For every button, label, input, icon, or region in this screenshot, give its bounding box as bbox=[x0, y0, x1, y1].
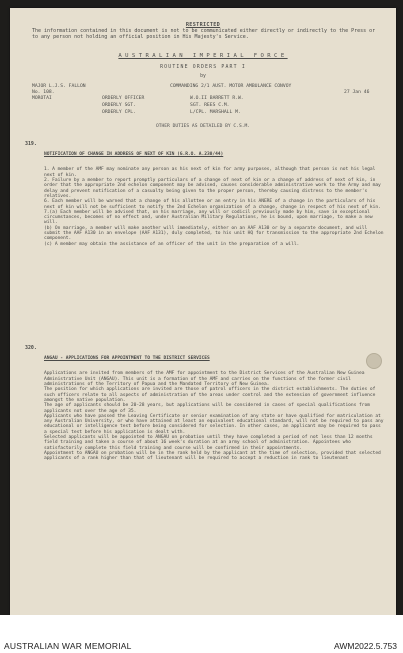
accession-number: AWM2022.5.753 bbox=[334, 641, 397, 651]
paragraph-number: 320. bbox=[25, 345, 37, 351]
archive-footer bbox=[0, 615, 403, 653]
duty-name: SGT. REES C.M. bbox=[190, 103, 230, 108]
paragraph-body: Applications are invited from members of the AMF for appointment to the District Services of the Australian New Guinea Administrative Unit (ANGAU). This unit is a formation of the AMF and carries on the functions of the former civil administrations of the Territory of Papua and the Mandated Territory of New Guinea. The position for which applications are invited are those of patrol officers in the district establishments. The duties of such officers relate to all aspects of administration of the areas under control and the extension of government influence amongst the native population. The age of applicants should be 20-28 years, but applications will be considered in cases of special qualifications from applicants not over the age of 35. Applicants who have passed the Leaving Certificate or senior examination of any state or have qualified for matriculation at any Australian University, or who have attained at least an equivalent educational standard, will not be required to pass any educational or intelligence test before being considered for selection. In other cases, an applicant may be required to pass a special test before his application is dealt with. Selected applicants will be appointed to ANGAU on probation until they have completed a period of not less than 12 months field training and taken a course of about 16 week's duration at an army school of administration. Appointees who satisfactorily complete this field training and course will be confirmed in their appointments. Appointment to ANGAU on probation will be in the rank held by the applicant at the time of selection, provided that selected applicants of a rank higher than that of lieutenant will be required to accept a reduction in rank to lieutenant bbox=[44, 371, 384, 462]
paragraph-number: 319. bbox=[25, 141, 37, 147]
security-notice: The information contained in this document is not to be communicated either directly or indirectly to the Press or to any person not holding an official position in His Majesty's Service. bbox=[32, 28, 376, 40]
force-title: AUSTRALIAN IMPERIAL FORCE bbox=[118, 53, 288, 59]
duty-name: W.O.II BARRETT R.W. bbox=[190, 96, 244, 101]
duty-role: ORDERLY CPL. bbox=[102, 110, 136, 115]
by-line: by bbox=[200, 74, 206, 79]
paragraph-body: 1. A member of the AMF may nominate any person as his next of kin for army purposes, although that person is not his legal next of kin. 2. Failure by a member to report promptly particulars of a change of next of kin or a change of address of next of kin, in order that the appropriate 2nd echelon component may be advised, causes considerable administrative work to the Army and may delay and prevent notification of a casualty being given to the proper person, thereby causing distress to the member's relatives. 6. Each member will be warned that a change of his allottee or an entry in his ANERE of a change in the particulars of his next of kin will not be sufficient to notify the 2nd Echelon organization of a change, change in respect of his next of kin. 7.(a) Each member will be advised that, on his marriage, any will or codicil previously made by him, save in exceptional circumstances, becomes of no effect and, under Australian Military Regulations, he is bound, upon marriage, to make a new will. (b) On marriage, a member will make another will immediately, either on an AAF A130 or by a separate document, and will submit the AAF A130 in an envelope (AAF A131), duly completed, to his unit HQ for transmission to the appropriate 2nd Echelon component. (c) A member may obtain the assistance of an officer of the unit in the preparation of a will. bbox=[44, 167, 384, 247]
commander-role: COMMANDING 2/1 AUST. MOTOR AMBULANCE CONVOY bbox=[170, 84, 292, 89]
order-date: 27 Jan 46 bbox=[344, 90, 370, 95]
duty-name: L/CPL. MARSHALL M. bbox=[190, 110, 241, 115]
other-duties-line: OTHER DUTIES AS DETAILED BY C.S.M. bbox=[155, 124, 251, 129]
classification-heading: RESTRICTED bbox=[185, 22, 221, 28]
paragraph-title: NOTIFICATION OF CHANGE IN ADDRESS OF NEXT OF KIN (G.R.O. A.230/44) bbox=[44, 151, 224, 157]
document-page bbox=[10, 8, 396, 615]
duty-role: ORDERLY OFFICER bbox=[102, 96, 145, 101]
commander-name: MAJOR L.J.S. FALLON bbox=[32, 84, 86, 89]
duty-role: ORDERLY SGT. bbox=[102, 103, 136, 108]
paragraph-320 bbox=[44, 345, 384, 472]
punch-hole bbox=[366, 353, 382, 369]
order-title: ROUTINE ORDERS PART I bbox=[160, 65, 246, 70]
location: MOROTAI bbox=[32, 96, 52, 101]
paragraph-319 bbox=[44, 141, 384, 258]
paragraph-title: ANGAU - APPLICATIONS FOR APPOINTMENT TO THE DISTRICT SERVICES bbox=[44, 355, 210, 361]
order-number: No. 108. bbox=[32, 90, 55, 95]
institution-label: AUSTRALIAN WAR MEMORIAL bbox=[4, 641, 132, 651]
